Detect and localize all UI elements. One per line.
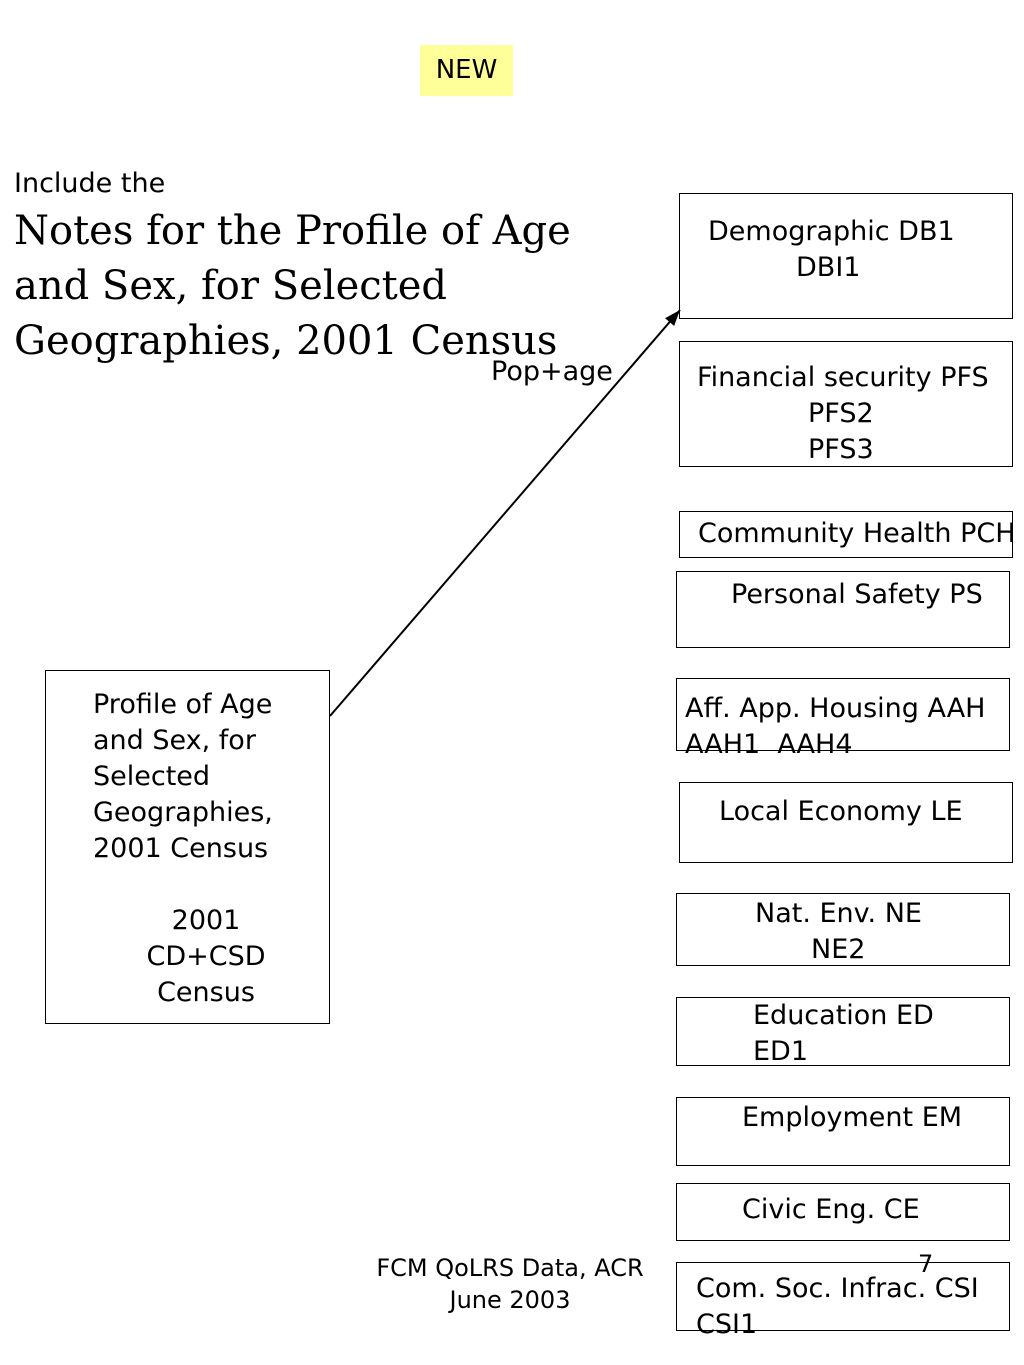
source-meta	[46, 903, 366, 1011]
domain-line: Community Health PCH	[698, 518, 1016, 549]
source-meta-line: CD+CSD	[146, 941, 266, 972]
footer-credit	[360, 1252, 660, 1316]
domain-line: Aff. App. Housing AAH	[685, 693, 986, 724]
source-box	[45, 670, 330, 1024]
source-name-line: Profile of Age	[93, 689, 273, 720]
domain-line: AAH1 AAH4	[685, 729, 853, 760]
domain-box-community-infrastructure	[676, 1262, 1010, 1340]
include-label: Include the	[14, 168, 166, 199]
domain-line: Local Economy LE	[719, 796, 963, 827]
domain-box-employment	[676, 1097, 1010, 1166]
domain-line: DBI1	[796, 252, 861, 283]
domain-box-financial-security	[679, 341, 1013, 467]
footer-line: June 2003	[449, 1286, 571, 1314]
source-meta-line: 2001	[171, 905, 241, 936]
domain-line: CSI1	[696, 1309, 758, 1340]
notes-title: Notes for the Profile of Age and Sex, for Selected Geographies, 2001 Census	[14, 208, 571, 364]
domain-line: Personal Safety PS	[731, 579, 983, 610]
domain-line: Com. Soc. Infrac. CSI	[696, 1273, 979, 1304]
domain-line: PFS3	[808, 434, 874, 465]
source-name	[93, 687, 273, 867]
domain-line: ED1	[753, 1036, 809, 1067]
source-name-line: 2001 Census	[93, 833, 269, 864]
domain-box-civic-engagement	[676, 1183, 1010, 1241]
domain-line: Financial security PFS	[697, 362, 989, 393]
domain-line: Nat. Env. NE	[755, 898, 922, 929]
source-name-line: Selected	[93, 761, 211, 792]
domain-line: Demographic DB1	[708, 216, 955, 247]
domain-line: NE2	[811, 934, 866, 965]
source-meta-line: Census	[157, 977, 255, 1008]
source-name-line: Geographies,	[93, 797, 273, 828]
source-name-line: and Sex, for	[93, 725, 256, 756]
domain-box-demographic	[679, 193, 1013, 319]
footer-line: FCM QoLRS Data, ACR	[376, 1254, 644, 1282]
domain-box-natural-environment	[676, 893, 1010, 966]
domain-box-education	[676, 997, 1010, 1066]
connector-label: Pop+age	[491, 356, 613, 387]
domain-box-affordable-housing	[676, 678, 1010, 760]
domain-line: PFS2	[808, 398, 874, 429]
domain-line: Employment EM	[742, 1102, 963, 1133]
domain-box-community-health	[679, 511, 1016, 558]
domain-box-personal-safety	[676, 571, 1010, 648]
new-badge: NEW	[420, 45, 513, 96]
page-number: 7	[918, 1250, 934, 1278]
domain-line: Education ED	[753, 1000, 934, 1031]
domain-line: Civic Eng. CE	[742, 1194, 920, 1225]
domain-box-local-economy	[679, 782, 1013, 863]
